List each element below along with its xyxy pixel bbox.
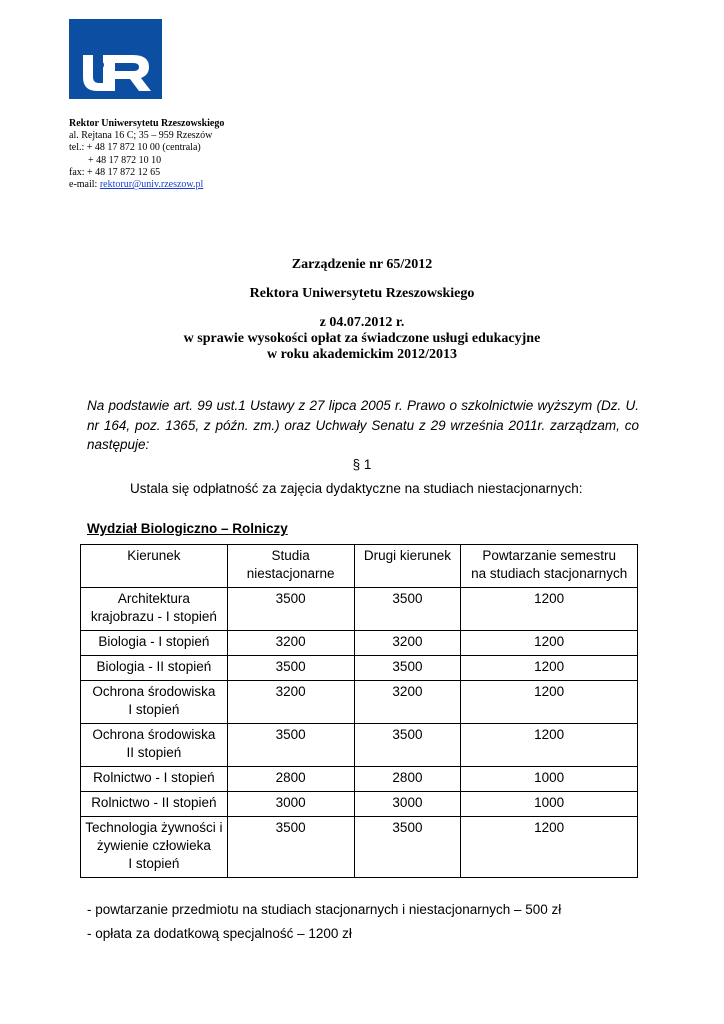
table-row: [81, 724, 638, 767]
letterhead-address: [69, 118, 224, 191]
cell-drugi: 3500: [354, 724, 461, 767]
table-row: [81, 681, 638, 724]
cell-drugi: 3200: [354, 681, 461, 724]
cell-kierunek: Architektura krajobrazu - I stopień: [81, 588, 228, 631]
cell-powtarzanie: 1200: [461, 631, 638, 656]
header-drugi-kierunek: Drugi kierunek: [354, 545, 461, 588]
cell-powtarzanie: 1200: [461, 681, 638, 724]
table-header-row: [81, 545, 638, 588]
cell-studia: 2800: [227, 767, 354, 792]
header-powtarzanie-semestru: Powtarzanie semestru na studiach stacjonarnych: [461, 545, 638, 588]
cell-studia: 3200: [227, 681, 354, 724]
cell-drugi: 3500: [354, 817, 461, 878]
ur-logo-icon: [69, 19, 162, 99]
cell-studia: 3500: [227, 656, 354, 681]
ordinance-academic-year: w roku akademickim 2012/2013: [267, 347, 457, 362]
table-row: [81, 767, 638, 792]
ordinance-number: Zarządzenie nr 65/2012: [291, 257, 433, 272]
table-row: [81, 656, 638, 681]
cell-studia: 3200: [227, 631, 354, 656]
street-address: al. Rejtana 16 C; 35 – 959 Rzeszów: [69, 130, 213, 142]
phone-secondary: + 48 17 872 10 10: [88, 154, 162, 166]
cell-powtarzanie: 1200: [461, 656, 638, 681]
cell-powtarzanie: 1200: [461, 588, 638, 631]
cell-drugi: 3500: [354, 588, 461, 631]
cell-kierunek: Rolnictwo - II stopień: [81, 792, 228, 817]
ordinance-subject: w sprawie wysokości opłat za świadczone usługi edukacyjne: [183, 331, 541, 346]
cell-kierunek: Ochrona środowiska I stopień: [81, 681, 228, 724]
cell-studia: 3500: [227, 588, 354, 631]
paragraph-text: Ustala się odpłatność za zajęcia dydaktyczne na studiach niestacjonarnych:: [130, 481, 583, 496]
paragraph-sign: § 1: [352, 457, 372, 472]
cell-kierunek: Ochrona środowiska II stopień: [81, 724, 228, 767]
faculty-heading: Wydział Biologiczno – Rolniczy: [87, 521, 288, 536]
cell-powtarzanie: 1200: [461, 817, 638, 878]
email-link[interactable]: rektorur@univ.rzeszow.pl: [99, 179, 204, 191]
header-kierunek: Kierunek: [81, 545, 228, 588]
header-studia-niestacjonarne: Studia niestacjonarne: [227, 545, 354, 588]
cell-drugi: 3200: [354, 631, 461, 656]
fax-number: fax: + 48 17 872 12 65: [69, 166, 161, 178]
cell-studia: 3500: [227, 724, 354, 767]
cell-powtarzanie: 1000: [461, 792, 638, 817]
email-label: e-mail:: [69, 179, 100, 191]
ordinance-issuer: Rektora Uniwersytetu Rzeszowskiego: [249, 286, 475, 301]
university-logo: [69, 19, 162, 99]
table-row: [81, 631, 638, 656]
cell-drugi: 3000: [354, 792, 461, 817]
email-line: [69, 179, 224, 191]
table-row: [81, 588, 638, 631]
cell-drugi: 3500: [354, 656, 461, 681]
phone-main: tel.: + 48 17 872 10 00 (centrala): [69, 142, 201, 154]
cell-kierunek: Biologia - I stopień: [81, 631, 228, 656]
cell-powtarzanie: 1200: [461, 724, 638, 767]
office-name: Rektor Uniwersytetu Rzeszowskiego: [69, 118, 225, 129]
cell-drugi: 2800: [354, 767, 461, 792]
fees-table: [80, 544, 638, 878]
ordinance-date: z 04.07.2012 r.: [319, 315, 405, 330]
cell-kierunek: Technologia żywności i żywienie człowieka I stopień: [81, 817, 228, 878]
cell-kierunek: Biologia - II stopień: [81, 656, 228, 681]
table-row: [81, 817, 638, 878]
note-repeat-subject: - powtarzanie przedmiotu na studiach stacjonarnych i niestacjonarnych – 500 zł: [87, 902, 562, 917]
cell-studia: 3500: [227, 817, 354, 878]
table-row: [81, 792, 638, 817]
cell-powtarzanie: 1000: [461, 767, 638, 792]
note-extra-specialization: - opłata za dodatkową specjalność – 1200 zł: [87, 926, 352, 941]
preamble: Na podstawie art. 99 ust.1 Ustawy z 27 lipca 2005 r. Prawo o szkolnictwie wyższym (Dz. U. nr 164, poz. 1365, z późn. zm.) oraz Uchwały Senatu z 29 września 2011r. zarządzam, co następuje:: [87, 398, 639, 452]
cell-studia: 3000: [227, 792, 354, 817]
cell-kierunek: Rolnictwo - I stopień: [81, 767, 228, 792]
